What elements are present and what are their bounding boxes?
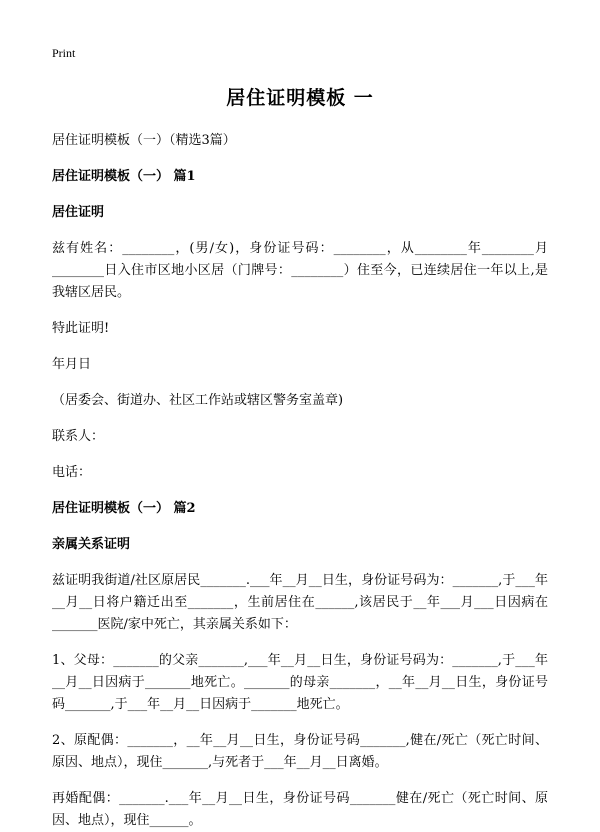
print-link[interactable]: Print	[52, 46, 76, 60]
document-subtitle: 居住证明模板（一）（精选3篇）	[52, 133, 236, 148]
section-1-phone: 电话：	[52, 465, 92, 480]
section-2-heading: 居住证明模板（一） 篇2	[52, 501, 196, 516]
section-1-subheading: 居住证明	[52, 205, 105, 220]
section-2-subheading: 亲属关系证明	[52, 537, 131, 552]
section-1-certify: 特此证明!	[52, 321, 110, 336]
section-2-parents: 1、父母：_______的父亲_______,___年__月__日生，身份证号码为：_______,于___年__月__日因病于_______地死亡。_______的母亲_______，__年__月__日生，身份证号码_______,于___年__月__日因病于_______地死亡。	[52, 653, 548, 712]
section-1-contact: 联系人：	[52, 429, 105, 444]
section-1-date: 年月日	[52, 357, 92, 372]
document-title: 居住证明模板 一	[226, 87, 374, 109]
section-1-stamp-note: （居委会、街道办、社区工作站或辖区警务室盖章)	[52, 393, 344, 408]
section-2-remarried-spouse: 再婚配偶：_______.___年__月__日生，身份证号码_______健在/死亡（死亡时间、原因、地点），现住______。	[52, 791, 548, 828]
section-1-heading: 居住证明模板（一） 篇1	[52, 169, 196, 184]
section-2-body: 兹证明我街道/社区原居民_______.___年__月__日生，身份证号码为：_______,于___年__月__日将户籍迁出至_______，生前居住在______,该居民于__年___月___日因病在_______医院/家中死亡，其亲属关系如下：	[52, 573, 548, 632]
section-2-spouse: 2、原配偶：_______，__年__月__日生，身份证号码_______,健在/死亡（死亡时间、原因、地点），现住_______,与死者于___年__月__日离婚。	[52, 733, 548, 770]
section-1-body: 兹有姓名：________，(男/女)，身份证号码：________，从________年________月________日入住市区地小区居（门牌号：________）住至今，已连续居住一年以上,是我辖区居民。	[52, 241, 548, 300]
